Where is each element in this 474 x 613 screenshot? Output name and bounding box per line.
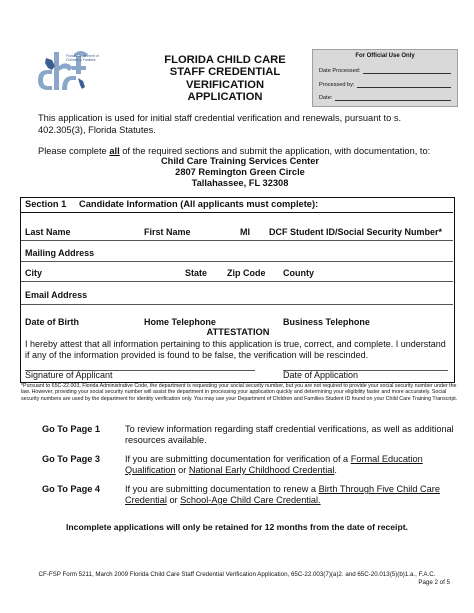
county-label: County: [283, 268, 314, 278]
section-number: Section 1: [25, 199, 67, 209]
official-use-header: For Official Use Only: [355, 53, 415, 59]
first-name-label: First Name: [144, 227, 191, 237]
section-title: Candidate Information (All applicants must complete):: [79, 199, 319, 209]
city-label: City: [25, 268, 43, 278]
complete-after: of the required sections and submit the application, with documentation, to:: [119, 146, 431, 156]
address-line-2: 2807 Remington Green Circle: [175, 167, 305, 177]
goto-3-mid: or: [175, 465, 189, 475]
goto-page-3-text: [125, 454, 455, 476]
title-line-3: VERIFICATION: [185, 78, 265, 91]
date-of-application-label: Date of Application: [283, 370, 359, 380]
complete-all: all: [109, 146, 120, 156]
home-phone-label: Home Telephone: [144, 317, 216, 327]
logo-text-2: Children & Families: [66, 58, 96, 62]
row-divider: [21, 240, 453, 241]
row-divider: [21, 261, 453, 262]
state-label: State: [185, 268, 208, 278]
title-line-2: STAFF CREDENTIAL: [169, 66, 281, 79]
row-divider: [21, 281, 453, 282]
intro-paragraph: This application is used for initial staff credential verification and renewals, pursuant to s. 402.305(3), Florida Statutes.: [38, 113, 402, 135]
date-processed-row: [319, 67, 451, 74]
date-processed-label: Date Processed:: [319, 68, 361, 74]
address-line-1: Child Care Training Services Center: [160, 156, 320, 166]
official-use-box: [312, 49, 458, 107]
signature-label: Signature of Applicant: [25, 370, 113, 380]
processed-by-field[interactable]: [357, 81, 451, 88]
goto-page-4-label[interactable]: Go To Page 4: [42, 484, 101, 494]
section-1-header: [20, 197, 453, 213]
dob-label: Date of Birth: [25, 317, 79, 327]
official-date-label: Date:: [319, 95, 333, 101]
goto-4-pre: If you are submitting documentation to renew a: [125, 484, 319, 494]
goto-page-1-label[interactable]: Go To Page 1: [42, 424, 101, 434]
last-name-label: Last Name: [25, 227, 71, 237]
title-line-4: APPLICATION: [187, 91, 263, 104]
official-date-row: [319, 94, 451, 101]
formal-education-link[interactable]: Formal Education Qualification: [125, 454, 423, 475]
school-age-link[interactable]: School-Age Child Care Credential.: [180, 495, 321, 505]
goto-3-pre: If you are submitting documentation for verification of a: [125, 454, 351, 464]
address-line-3: Tallahassee, FL 32308: [191, 178, 289, 188]
attestation-heading: ATTESTATION: [206, 327, 270, 337]
title-line-1: FLORIDA CHILD CARE: [164, 54, 286, 66]
date-processed-field[interactable]: [363, 67, 451, 74]
mailing-address-block: [100, 156, 380, 189]
national-credential-link[interactable]: National Early Childhood Credential: [188, 465, 335, 475]
dcf-id-label: DCF Student ID/Social Security Number*: [269, 227, 443, 237]
page-number: Page 2 of 5: [418, 579, 450, 586]
goto-page-4-text: [125, 484, 455, 506]
logo-text-1: Florida Department of: [66, 54, 99, 58]
business-phone-label: Business Telephone: [283, 317, 370, 327]
complete-before: Please complete: [38, 146, 110, 156]
goto-4-mid: or: [166, 495, 181, 505]
mi-label: MI: [240, 227, 250, 237]
processed-by-row: [319, 81, 451, 88]
zip-label: Zip Code: [227, 268, 266, 278]
processed-by-label: Processed by:: [319, 82, 355, 88]
email-label: Email Address: [25, 290, 88, 300]
goto-page-1-text: To review information regarding staff credential verifications, as well as additional resources available.: [125, 424, 454, 445]
form-number: CF-FSP Form 5211, March 2009 Florida Child Care Staff Credential Verification Application, 65C-22.003(7)(a)2. and 65C-20.013(5)(b)1.a., F.A.C.: [38, 571, 436, 578]
dcf-logo: [32, 44, 108, 104]
ssn-footnote: *Pursuant to 65C-22.003, Florida Administrative Code, the department is requesting your social security number, but you are not required to provide your social security number under the law. However, providing your social security number will assist the department in processing your application quickly and determining your eligibility faster and more accurately. Social security numbers are used by the department for identity verification only. You may use your Department of Children and Families Student ID found on your Child Care Training Transcript.: [21, 383, 458, 402]
row-divider: [21, 304, 453, 305]
mailing-address-label: Mailing Address: [25, 248, 95, 258]
official-date-field[interactable]: [335, 94, 451, 101]
attestation-text: I hereby attest that all information pertaining to this application is true, correct, and complete. I understand if any of the information provided is found to be false, the verification will be rescinded.: [25, 339, 446, 360]
goto-3-post: .: [334, 465, 337, 475]
form-title: [130, 54, 320, 104]
goto-page-3-label[interactable]: Go To Page 3: [42, 454, 101, 464]
birth-through-five-link[interactable]: Birth Through Five Child Care Credential: [125, 484, 440, 505]
retention-notice: Incomplete applications will only be retained for 12 months from the date of receipt.: [66, 522, 408, 532]
